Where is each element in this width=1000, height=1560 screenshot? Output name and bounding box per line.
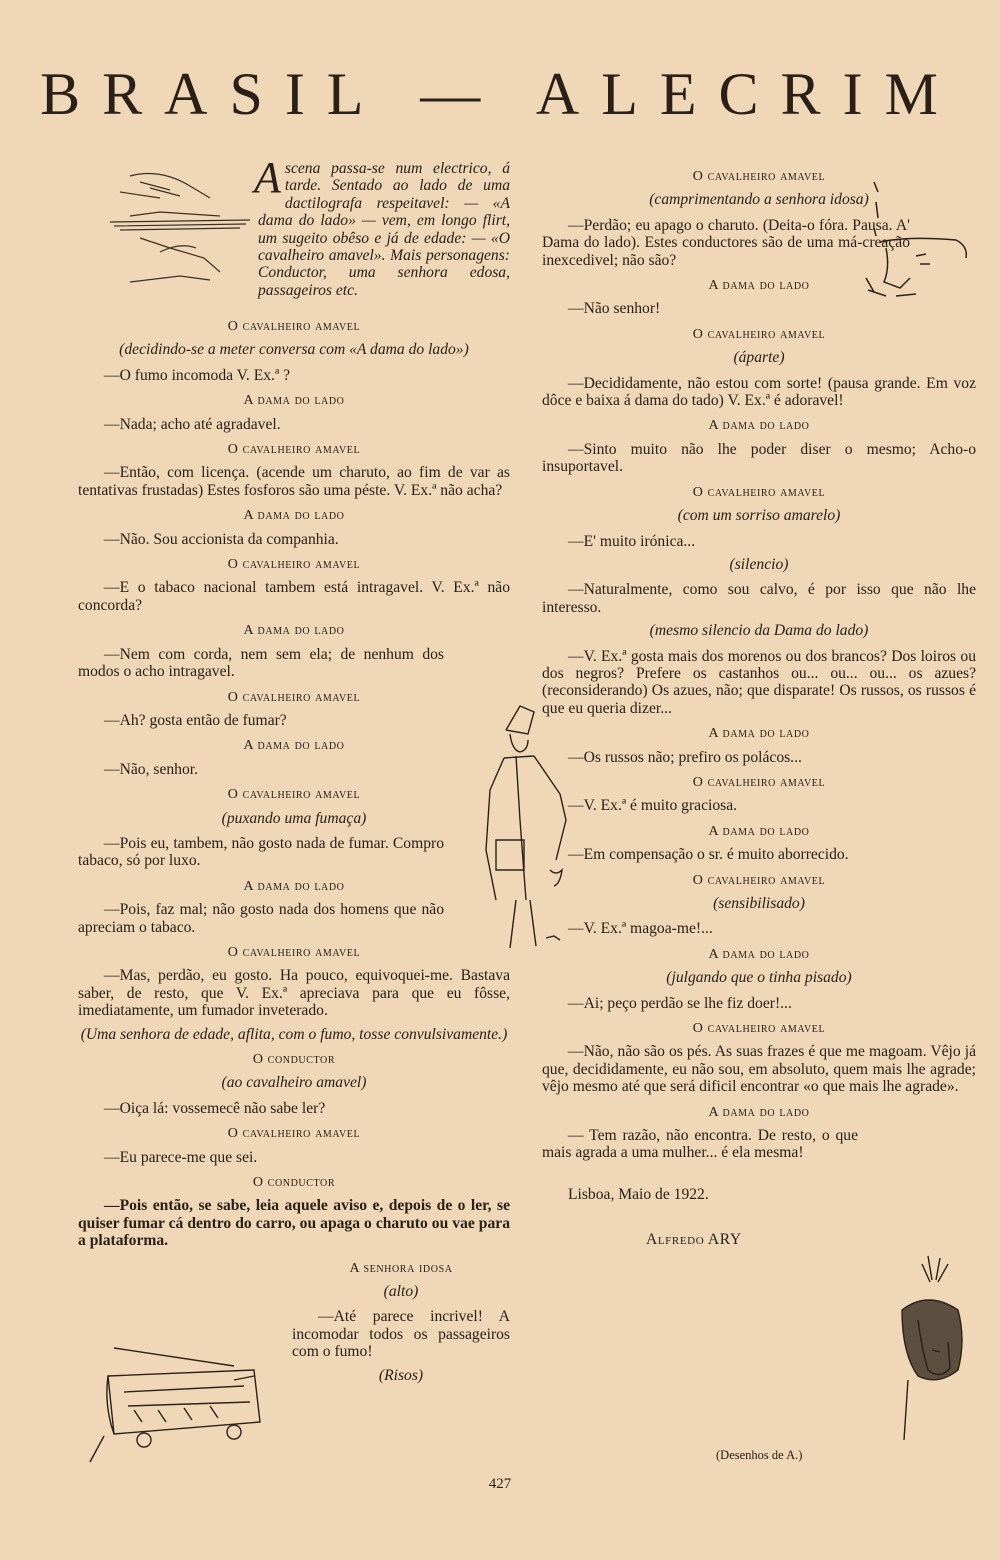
dialogue-line: —E o tabaco nacional tambem está intragavel. V. Ex.ª não concorda? [78, 579, 510, 614]
speaker-name: O cavalheiro amavel [227, 557, 361, 573]
right-column [542, 160, 976, 1249]
stage-direction: (sensibilisado) [713, 895, 805, 912]
speaker-name: O cavalheiro amavel [692, 169, 826, 184]
standing-man-icon [476, 700, 580, 960]
intro-paragraph [78, 153, 510, 310]
dialogue-line: —Decididamente, não estou com sorte! (pausa grande. Em voz dôce e baixa á dama do tado) V. Ex.ª é adoravel! [542, 374, 976, 410]
place-date: Lisboa, Maio de 1922. [568, 1185, 709, 1203]
stage-direction: (Risos) [378, 1366, 424, 1384]
speaker-name: O cavalheiro amavel [227, 944, 361, 960]
dialogue-line: —Não senhor! [568, 300, 661, 318]
dialogue-line: —Não, senhor. [104, 760, 198, 778]
dialogue-line: —V. Ex.ª é muito graciosa. [568, 797, 738, 815]
dialogue-line: —Mas, perdão, eu gosto. Ha pouco, equivoquei-me. Bastava saber, de resto, que V. Ex.ª apreciava para que eu fôsse, imediatamente, um fumador inveterado. [78, 967, 510, 1020]
stage-direction: (alto) [383, 1283, 419, 1301]
speaker-name: O cavalheiro amavel [227, 1126, 361, 1142]
dialogue-line: —Não. Sou accionista da companhia. [104, 530, 339, 548]
dialogue-line: —Até parece incrivel! A incomodar todos os passageiros com o fumo! [292, 1308, 510, 1361]
stage-direction: (Uma senhora de edade, aflita, com o fumo, tosse convulsivamente.) [80, 1025, 508, 1043]
signature: Alfredo ARY [646, 1231, 742, 1249]
speaker-name: A dama do lado [243, 878, 345, 894]
speaker-name: A dama do lado [243, 738, 345, 754]
dialogue-line: — Tem razão, não encontra. De resto, o que mais agrada a uma mulher... é ela mesma! [542, 1127, 858, 1162]
dialogue-line: —Ah? gosta então de fumar? [104, 711, 287, 729]
speaker-name: O cavalheiro amavel [227, 442, 361, 458]
illustration-credit: (Desenhos de A.) [716, 1448, 803, 1462]
tram-car-icon [84, 1336, 274, 1466]
stage-direction: (decidindo-se a meter conversa com «A dama do lado») [119, 341, 469, 359]
dialogue-line: —Não, não são os pés. As suas frazes é que me magoam. Vêjo já que, decididamente, eu não sou, em absoluto, quem mais lhe agrade; vêjo mesmo até que será dificil encontrar «o que mais lhe agrade». [542, 1043, 976, 1096]
page-number: 427 [488, 1476, 512, 1492]
speaker-name: A dama do lado [708, 946, 810, 962]
speaker-name: A dama do lado [708, 278, 810, 294]
speaker-name: O conductor [252, 1052, 336, 1067]
dialogue-line: —Pois então, se sabe, leia aquele aviso e, depois de o ler, se quiser fumar cá dentro do carro, ou apaga o charuto ou vae para a plataforma. [78, 1197, 510, 1250]
dialogue-line: —Nem com corda, nem sem ela; de nenhum dos modos o acho intragavel. [78, 645, 444, 681]
dialogue-line: —V. Ex.ª magoa-me!... [568, 920, 713, 938]
speaker-name: A dama do lado [708, 418, 810, 434]
dialogue-line: —E' muito irónica... [568, 532, 696, 550]
speaker-name: A dama do lado [708, 726, 810, 742]
dialogue-line: —Nada; acho até agradavel. [104, 415, 281, 433]
tram-icon [100, 162, 260, 302]
intro-body: scena passa-se num electrico, á tarde. Sentado ao lado de uma dactilografa respeitavel: — «A dama do lado» — vem, em longo flirt, um sugeito obêso e já de edade: — «O cavalheiro amavel». Mais personagens: Conductor, uma senhora edosa, passageiros etc. [258, 160, 510, 299]
dialogue-line: —Então, com licença. (acende um charuto, ao fim de var as tentativas frustadas) Estes fosforos são uma péste. V. Ex.ª não acha? [78, 464, 510, 499]
right-dialogue [542, 168, 976, 1162]
dialogue-line: —Perdão; eu apago o charuto. (Deita-o fóra. Pausa. A' Dama do lado). Estes conductores são de uma má-creação inexcedivel; não são? [542, 216, 910, 269]
speaker-name: O cavalheiro amavel [692, 326, 826, 342]
dialogue-line: —Eu parece-me que sei. [104, 1148, 258, 1166]
speaker-name: O cavalheiro amavel [692, 1021, 826, 1037]
stage-direction: (ao cavalheiro amavel) [221, 1074, 367, 1092]
gentleman-profile-icon [856, 178, 976, 308]
stage-direction: (mesmo silencio da Dama do lado) [649, 622, 869, 640]
stage-direction: (silencio) [729, 555, 789, 573]
speaker-name: O cavalheiro amavel [227, 787, 361, 803]
left-column [78, 153, 510, 1392]
dialogue-line: —Naturalmente, como sou calvo, é por isso que não lhe interesso. [542, 581, 976, 616]
speaker-name: O cavalheiro amavel [227, 319, 361, 334]
dialogue-line: —Oiça lá: vossemecê não sabe ler? [104, 1099, 326, 1117]
dialogue-line: —Sinto muito não lhe poder diser o mesmo; Acho-o insuportavel. [542, 440, 976, 476]
lady-head-icon [888, 1250, 978, 1450]
dialogue-line: —Pois eu, tambem, não gosto nada de fumar. Compro tabaco, só por luxo. [78, 834, 444, 870]
speaker-name: A dama do lado [243, 508, 345, 524]
intro-text [254, 153, 510, 299]
speaker-name: A dama do lado [243, 393, 345, 409]
speaker-name: O conductor [252, 1175, 336, 1191]
drop-cap: A [254, 153, 281, 202]
speaker-name: A dama do lado [708, 1104, 810, 1120]
dialogue-line: —Pois, faz mal; não gosto nada dos homens que não apreciam o tabaco. [78, 901, 444, 936]
speaker-name: A senhora idosa [349, 1260, 453, 1276]
stage-direction: (com um sorriso amarelo) [677, 507, 841, 525]
dialogue-line: —Os russos não; prefiro os polácos... [568, 748, 802, 766]
stage-direction: (camprimentando a senhora idosa) [649, 191, 869, 209]
dialogue-line: —V. Ex.ª gosta mais dos morenos ou dos brancos? Dos loiros ou dos negros? Prefere os castanhos ou... ou... ou... os azues? (reconsiderando) Os azues, não; que disparate! Os russos, os russos é que eu queria dizer... [542, 647, 976, 717]
dialogue-line: —Ai; peço perdão se lhe fiz doer!... [568, 994, 792, 1012]
closing-block [292, 1260, 510, 1384]
speaker-name: A dama do lado [708, 823, 810, 839]
speaker-name: A dama do lado [243, 623, 345, 639]
speaker-name: O cavalheiro amavel [692, 774, 826, 790]
speaker-name: O cavalheiro amavel [692, 484, 826, 500]
stage-direction: (puxando uma fumaça) [221, 809, 367, 827]
dialogue-line: —O fumo incomoda V. Ex.ª ? [104, 366, 291, 384]
speaker-name: O cavalheiro amavel [227, 689, 361, 705]
left-dialogue [78, 318, 510, 1250]
page-title: BRASIL — ALECRIM [40, 61, 960, 127]
dialogue-line: —Em compensação o sr. é muito aborrecido. [568, 846, 849, 864]
stage-direction: (julgando que o tinha pisado) [666, 969, 852, 987]
speaker-name: O cavalheiro amavel [692, 872, 826, 888]
stage-direction: (áparte) [733, 349, 785, 367]
